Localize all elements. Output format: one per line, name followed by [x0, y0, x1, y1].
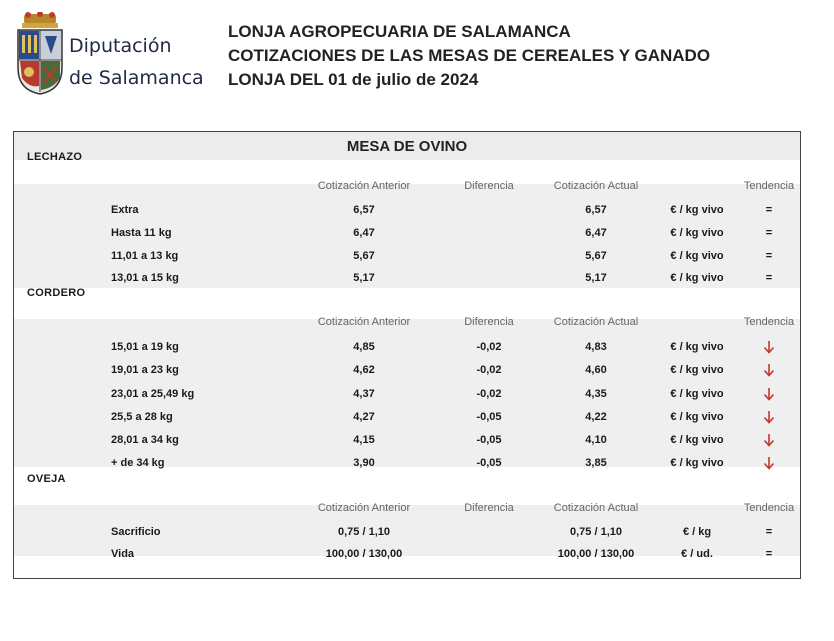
value-actual: 4,60 [585, 364, 607, 376]
value-unit: € / kg vivo [670, 272, 724, 284]
col-header-diferencia: Diferencia [464, 502, 514, 514]
col-header-diferencia: Diferencia [464, 316, 514, 328]
value-actual: 5,17 [585, 272, 607, 284]
row-label: 28,01 a 34 kg [111, 434, 179, 446]
trend-indicator: = [765, 250, 773, 262]
value-actual: 100,00 / 130,00 [557, 548, 635, 560]
section-label: CORDERO [27, 287, 86, 299]
table-title: MESA DE OVINO [14, 132, 800, 160]
arrow-down-icon [763, 363, 775, 377]
col-header-anterior: Cotización Anterior [317, 502, 411, 514]
value-actual: 0,75 / 1,10 [570, 526, 622, 538]
value-actual: 5,67 [585, 250, 607, 262]
trend-indicator [754, 387, 784, 404]
trend-indicator [754, 410, 784, 427]
row-label: Vida [111, 548, 135, 560]
trend-indicator [754, 456, 784, 473]
coat-of-arms-icon [14, 12, 66, 96]
trend-indicator: = [765, 548, 773, 560]
value-unit: € / kg vivo [670, 434, 724, 446]
arrow-down-icon [763, 410, 775, 424]
value-unit: € / kg vivo [670, 250, 724, 262]
col-header-actual: Cotización Actual [553, 502, 639, 514]
col-header-tendencia: Tendencia [743, 502, 795, 514]
row-label: 25,5 a 28 kg [111, 411, 173, 423]
row-label: + de 34 kg [111, 457, 165, 469]
value-actual: 4,10 [585, 434, 607, 446]
value-diferencia: -0,05 [476, 411, 502, 423]
trend-indicator [754, 340, 784, 357]
value-anterior: 4,37 [353, 388, 375, 400]
title-lonja: LONJA AGROPECUARIA DE SALAMANCA [228, 22, 571, 41]
row-label: 19,01 a 23 kg [111, 364, 179, 376]
row-label: Hasta 11 kg [111, 227, 172, 239]
value-anterior: 6,57 [353, 204, 375, 216]
value-actual: 4,83 [585, 341, 607, 353]
value-unit: € / kg vivo [670, 341, 724, 353]
org-name-line1: Diputación [69, 35, 172, 57]
value-diferencia: -0,05 [476, 434, 502, 446]
value-anterior: 100,00 / 130,00 [325, 548, 403, 560]
section-label: OVEJA [27, 473, 66, 485]
arrow-down-icon [763, 340, 775, 354]
col-header-actual: Cotización Actual [553, 180, 639, 192]
col-header-anterior: Cotización Anterior [317, 316, 411, 328]
value-anterior: 5,17 [353, 272, 375, 284]
value-unit: € / ud. [681, 548, 713, 560]
title-date: LONJA DEL 01 de julio de 2024 [228, 70, 479, 89]
value-diferencia: -0,02 [476, 388, 502, 400]
ovino-price-table [13, 131, 801, 579]
value-unit: € / kg vivo [670, 227, 724, 239]
title-cotizaciones: COTIZACIONES DE LAS MESAS DE CEREALES Y GANADO [228, 46, 711, 65]
col-header-tendencia: Tendencia [743, 316, 795, 328]
row-label: Sacrificio [111, 526, 161, 538]
col-header-tendencia: Tendencia [743, 180, 795, 192]
value-anterior: 4,62 [353, 364, 375, 376]
value-actual: 4,35 [585, 388, 607, 400]
value-unit: € / kg vivo [670, 411, 724, 423]
row-label: 15,01 a 19 kg [111, 341, 179, 353]
row-label: 23,01 a 25,49 kg [111, 388, 195, 400]
trend-indicator [754, 363, 784, 380]
organization-name [69, 30, 204, 94]
row-label: Extra [111, 204, 139, 216]
col-header-anterior: Cotización Anterior [317, 180, 411, 192]
diputacion-logo [14, 12, 204, 100]
arrow-down-icon [763, 433, 775, 447]
value-actual: 6,47 [585, 227, 607, 239]
trend-indicator [754, 433, 784, 450]
value-anterior: 4,15 [353, 434, 375, 446]
value-unit: € / kg [682, 526, 712, 538]
row-label: 11,01 a 13 kg [111, 250, 179, 262]
trend-indicator: = [765, 526, 773, 538]
col-header-actual: Cotización Actual [553, 316, 639, 328]
value-anterior: 4,27 [353, 411, 375, 423]
trend-indicator: = [765, 227, 773, 239]
col-header-diferencia: Diferencia [464, 180, 514, 192]
value-unit: € / kg vivo [670, 388, 724, 400]
value-anterior: 0,75 / 1,10 [338, 526, 390, 538]
value-unit: € / kg vivo [670, 204, 724, 216]
value-actual: 3,85 [585, 457, 607, 469]
value-actual: 6,57 [585, 204, 607, 216]
value-diferencia: -0,02 [476, 341, 502, 353]
value-diferencia: -0,05 [476, 457, 502, 469]
arrow-down-icon [763, 387, 775, 401]
value-diferencia: -0,02 [476, 364, 502, 376]
value-anterior: 5,67 [353, 250, 375, 262]
trend-indicator: = [765, 204, 773, 216]
value-unit: € / kg vivo [670, 457, 724, 469]
document-titles [228, 20, 710, 92]
value-anterior: 3,90 [353, 457, 375, 469]
value-anterior: 4,85 [353, 341, 375, 353]
value-anterior: 6,47 [353, 227, 375, 239]
row-label: 13,01 a 15 kg [111, 272, 179, 284]
arrow-down-icon [763, 456, 775, 470]
value-unit: € / kg vivo [670, 364, 724, 376]
value-actual: 4,22 [585, 411, 607, 423]
trend-indicator: = [765, 272, 773, 284]
section-label: LECHAZO [27, 151, 83, 163]
org-name-line2: de Salamanca [69, 67, 204, 89]
